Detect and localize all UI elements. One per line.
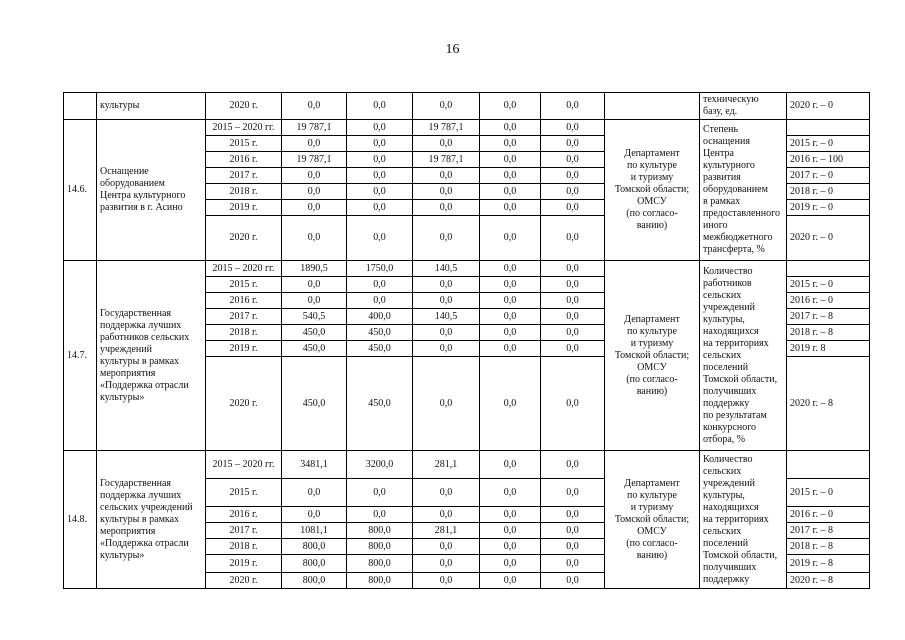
local-budget-cell: 0,0 (480, 277, 541, 293)
period-cell: 2015 г. (206, 479, 282, 507)
responsible-text: Департамент по культуре и туризму Томской области; ОМСУ (по согласо- ванию) (614, 477, 690, 561)
local-budget-cell: 0,0 (480, 341, 541, 357)
federal-budget-cell: 0,0 (347, 507, 413, 523)
local-budget-cell: 0,0 (480, 216, 541, 261)
total-cell: 19 787,1 (282, 120, 347, 136)
period-cell: 2020 г. (206, 216, 282, 261)
item-name-text: Государственная поддержка лучших сельских учреждений культуры в рамках мероприятия «Поддержка отрасли культуры» (100, 477, 193, 561)
federal-budget-cell: 0,0 (347, 152, 413, 168)
federal-budget-cell: 800,0 (347, 539, 413, 555)
total-cell: 0,0 (282, 277, 347, 293)
local-budget-cell: 0,0 (480, 184, 541, 200)
target-value-cell: 2020 г. – 0 (787, 93, 870, 120)
total-cell: 1081,1 (282, 523, 347, 539)
period-cell: 2018 г. (206, 184, 282, 200)
regional-budget-cell: 0,0 (413, 93, 480, 120)
regional-budget-cell: 0,0 (413, 136, 480, 152)
federal-budget-cell: 0,0 (347, 277, 413, 293)
total-cell: 800,0 (282, 539, 347, 555)
other-sources-cell: 0,0 (541, 341, 605, 357)
target-value-cell: 2018 г. – 0 (787, 184, 870, 200)
total-cell: 450,0 (282, 325, 347, 341)
table-row (64, 93, 870, 120)
responsible-cell (605, 93, 700, 120)
federal-budget-cell: 0,0 (347, 293, 413, 309)
federal-budget-cell: 800,0 (347, 523, 413, 539)
indicator-text: Количество сельских учреждений культуры, находящихся на территориях сельских поселений Томской области, получивших поддержку (703, 453, 778, 585)
total-cell: 450,0 (282, 357, 347, 451)
regional-budget-cell: 0,0 (413, 293, 480, 309)
local-budget-cell: 0,0 (480, 523, 541, 539)
regional-budget-cell: 0,0 (413, 573, 480, 589)
total-cell: 0,0 (282, 93, 347, 120)
local-budget-cell: 0,0 (480, 200, 541, 216)
item-name-text: Государственная поддержка лучших работников сельских учреждений культуры в рамках мероприятия «Поддержка отрасли культуры» (100, 307, 190, 403)
federal-budget-cell: 450,0 (347, 341, 413, 357)
regional-budget-cell: 0,0 (413, 479, 480, 507)
total-cell: 540,5 (282, 309, 347, 325)
local-budget-cell: 0,0 (480, 309, 541, 325)
target-value-cell: 2017 г. – 0 (787, 168, 870, 184)
responsible-cell (605, 451, 700, 589)
period-cell: 2017 г. (206, 168, 282, 184)
indicator-cell (700, 451, 787, 589)
other-sources-cell: 0,0 (541, 120, 605, 136)
total-cell: 0,0 (282, 136, 347, 152)
target-value-cell: 2016 г. – 0 (787, 293, 870, 309)
total-cell: 0,0 (282, 479, 347, 507)
local-budget-cell: 0,0 (480, 325, 541, 341)
page-number: 16 (445, 42, 460, 57)
federal-budget-cell: 450,0 (347, 357, 413, 451)
regional-budget-cell: 0,0 (413, 325, 480, 341)
target-value-cell: 2019 г. – 8 (787, 555, 870, 573)
total-cell: 0,0 (282, 184, 347, 200)
target-value-cell: 2015 г. – 0 (787, 479, 870, 507)
target-value-cell: 2019 г. 8 (787, 341, 870, 357)
regional-budget-cell: 0,0 (413, 507, 480, 523)
regional-budget-cell: 0,0 (413, 168, 480, 184)
responsible-cell (605, 120, 700, 261)
local-budget-cell: 0,0 (480, 261, 541, 277)
other-sources-cell: 0,0 (541, 184, 605, 200)
responsible-cell (605, 261, 700, 451)
local-budget-cell: 0,0 (480, 293, 541, 309)
total-cell: 800,0 (282, 573, 347, 589)
item-number-cell (64, 93, 97, 120)
other-sources-cell: 0,0 (541, 451, 605, 479)
other-sources-cell: 0,0 (541, 539, 605, 555)
responsible-text: Департамент по культуре и туризму Томской области; ОМСУ (по согласо- ванию) (614, 148, 690, 231)
local-budget-cell: 0,0 (480, 479, 541, 507)
local-budget-cell: 0,0 (480, 357, 541, 451)
total-cell: 0,0 (282, 507, 347, 523)
period-cell: 2019 г. (206, 341, 282, 357)
target-value-cell (787, 451, 870, 479)
regional-budget-cell: 140,5 (413, 309, 480, 325)
other-sources-cell: 0,0 (541, 168, 605, 184)
target-value-cell: 2018 г. – 8 (787, 539, 870, 555)
local-budget-cell: 0,0 (480, 539, 541, 555)
period-cell: 2015 – 2020 гг. (206, 261, 282, 277)
indicator-cell (700, 93, 787, 120)
local-budget-cell: 0,0 (480, 168, 541, 184)
item-number-cell: 14.7. (64, 261, 97, 451)
regional-budget-cell: 0,0 (413, 555, 480, 573)
total-cell: 0,0 (282, 200, 347, 216)
table-row (64, 451, 870, 479)
other-sources-cell: 0,0 (541, 136, 605, 152)
table-row (64, 120, 870, 136)
program-table (63, 92, 870, 589)
federal-budget-cell: 0,0 (347, 200, 413, 216)
period-cell: 2019 г. (206, 555, 282, 573)
regional-budget-cell: 19 787,1 (413, 120, 480, 136)
period-cell: 2017 г. (206, 309, 282, 325)
local-budget-cell: 0,0 (480, 451, 541, 479)
target-value-cell: 2016 г. – 0 (787, 507, 870, 523)
federal-budget-cell: 400,0 (347, 309, 413, 325)
period-cell: 2017 г. (206, 523, 282, 539)
federal-budget-cell: 0,0 (347, 479, 413, 507)
federal-budget-cell: 1750,0 (347, 261, 413, 277)
total-cell: 0,0 (282, 216, 347, 261)
other-sources-cell: 0,0 (541, 479, 605, 507)
target-value-cell: 2017 г. – 8 (787, 309, 870, 325)
target-value-cell: 2020 г. – 0 (787, 216, 870, 261)
total-cell: 0,0 (282, 168, 347, 184)
other-sources-cell: 0,0 (541, 309, 605, 325)
indicator-cell (700, 261, 787, 451)
other-sources-cell: 0,0 (541, 523, 605, 539)
indicator-cell (700, 120, 787, 261)
table-body (64, 93, 870, 589)
target-value-cell: 2017 г. – 8 (787, 523, 870, 539)
federal-budget-cell: 0,0 (347, 184, 413, 200)
local-budget-cell: 0,0 (480, 136, 541, 152)
local-budget-cell: 0,0 (480, 555, 541, 573)
regional-budget-cell: 0,0 (413, 277, 480, 293)
total-cell: 1890,5 (282, 261, 347, 277)
period-cell: 2020 г. (206, 573, 282, 589)
indicator-text: техническую базу, ед. (703, 94, 759, 117)
total-cell: 19 787,1 (282, 152, 347, 168)
local-budget-cell: 0,0 (480, 120, 541, 136)
period-cell: 2016 г. (206, 152, 282, 168)
item-name-cell (97, 261, 206, 451)
local-budget-cell: 0,0 (480, 507, 541, 523)
indicator-text: Количество работников сельских учреждений культуры, находящихся на территориях сельских поселений Томской области, получивших поддержку по результатам конкурсного отбора, % (703, 265, 778, 445)
table-row (64, 261, 870, 277)
other-sources-cell: 0,0 (541, 200, 605, 216)
regional-budget-cell: 0,0 (413, 200, 480, 216)
period-cell: 2018 г. (206, 325, 282, 341)
federal-budget-cell: 0,0 (347, 93, 413, 120)
target-value-cell (787, 261, 870, 277)
period-cell: 2018 г. (206, 539, 282, 555)
target-value-cell: 2020 г. – 8 (787, 573, 870, 589)
period-cell: 2015 – 2020 гг. (206, 120, 282, 136)
federal-budget-cell: 450,0 (347, 325, 413, 341)
total-cell: 3481,1 (282, 451, 347, 479)
regional-budget-cell: 0,0 (413, 216, 480, 261)
other-sources-cell: 0,0 (541, 93, 605, 120)
other-sources-cell: 0,0 (541, 152, 605, 168)
federal-budget-cell: 3200,0 (347, 451, 413, 479)
period-cell: 2015 – 2020 гг. (206, 451, 282, 479)
other-sources-cell: 0,0 (541, 261, 605, 277)
period-cell: 2015 г. (206, 277, 282, 293)
other-sources-cell: 0,0 (541, 357, 605, 451)
local-budget-cell: 0,0 (480, 93, 541, 120)
other-sources-cell: 0,0 (541, 507, 605, 523)
regional-budget-cell: 140,5 (413, 261, 480, 277)
regional-budget-cell: 281,1 (413, 523, 480, 539)
target-value-cell: 2018 г. – 8 (787, 325, 870, 341)
regional-budget-cell: 19 787,1 (413, 152, 480, 168)
item-name-cell (97, 451, 206, 589)
total-cell: 0,0 (282, 293, 347, 309)
local-budget-cell: 0,0 (480, 573, 541, 589)
local-budget-cell: 0,0 (480, 152, 541, 168)
target-value-cell: 2015 г. – 0 (787, 277, 870, 293)
regional-budget-cell: 0,0 (413, 539, 480, 555)
other-sources-cell: 0,0 (541, 293, 605, 309)
federal-budget-cell: 0,0 (347, 216, 413, 261)
federal-budget-cell: 0,0 (347, 120, 413, 136)
period-cell: 2016 г. (206, 293, 282, 309)
regional-budget-cell: 281,1 (413, 451, 480, 479)
other-sources-cell: 0,0 (541, 216, 605, 261)
federal-budget-cell: 0,0 (347, 168, 413, 184)
item-number-cell: 14.8. (64, 451, 97, 589)
target-value-cell (787, 120, 870, 136)
target-value-cell: 2019 г. – 0 (787, 200, 870, 216)
period-cell: 2015 г. (206, 136, 282, 152)
federal-budget-cell: 800,0 (347, 555, 413, 573)
federal-budget-cell: 800,0 (347, 573, 413, 589)
regional-budget-cell: 0,0 (413, 341, 480, 357)
period-cell: 2016 г. (206, 507, 282, 523)
indicator-text: Степень оснащения Центра культурного развития оборудованием в рамках предоставленного иного межбюджетного трансферта, % (703, 124, 780, 255)
target-value-cell: 2016 г. – 100 (787, 152, 870, 168)
regional-budget-cell: 0,0 (413, 357, 480, 451)
period-cell: 2020 г. (206, 357, 282, 451)
period-cell: 2019 г. (206, 200, 282, 216)
federal-budget-cell: 0,0 (347, 136, 413, 152)
target-value-cell: 2015 г. – 0 (787, 136, 870, 152)
regional-budget-cell: 0,0 (413, 184, 480, 200)
item-number-cell: 14.6. (64, 120, 97, 261)
total-cell: 800,0 (282, 555, 347, 573)
other-sources-cell: 0,0 (541, 573, 605, 589)
other-sources-cell: 0,0 (541, 555, 605, 573)
period-cell: 2020 г. (206, 93, 282, 120)
total-cell: 450,0 (282, 341, 347, 357)
item-name-text: Оснащение оборудованием Центра культурного развития в г. Асино (100, 166, 186, 213)
other-sources-cell: 0,0 (541, 277, 605, 293)
item-name-text: культуры (100, 100, 140, 111)
responsible-text: Департамент по культуре и туризму Томской области; ОМСУ (по согласо- ванию) (614, 313, 690, 397)
item-name-cell (97, 120, 206, 261)
target-value-cell: 2020 г. – 8 (787, 357, 870, 451)
other-sources-cell: 0,0 (541, 325, 605, 341)
item-name-cell (97, 93, 206, 120)
